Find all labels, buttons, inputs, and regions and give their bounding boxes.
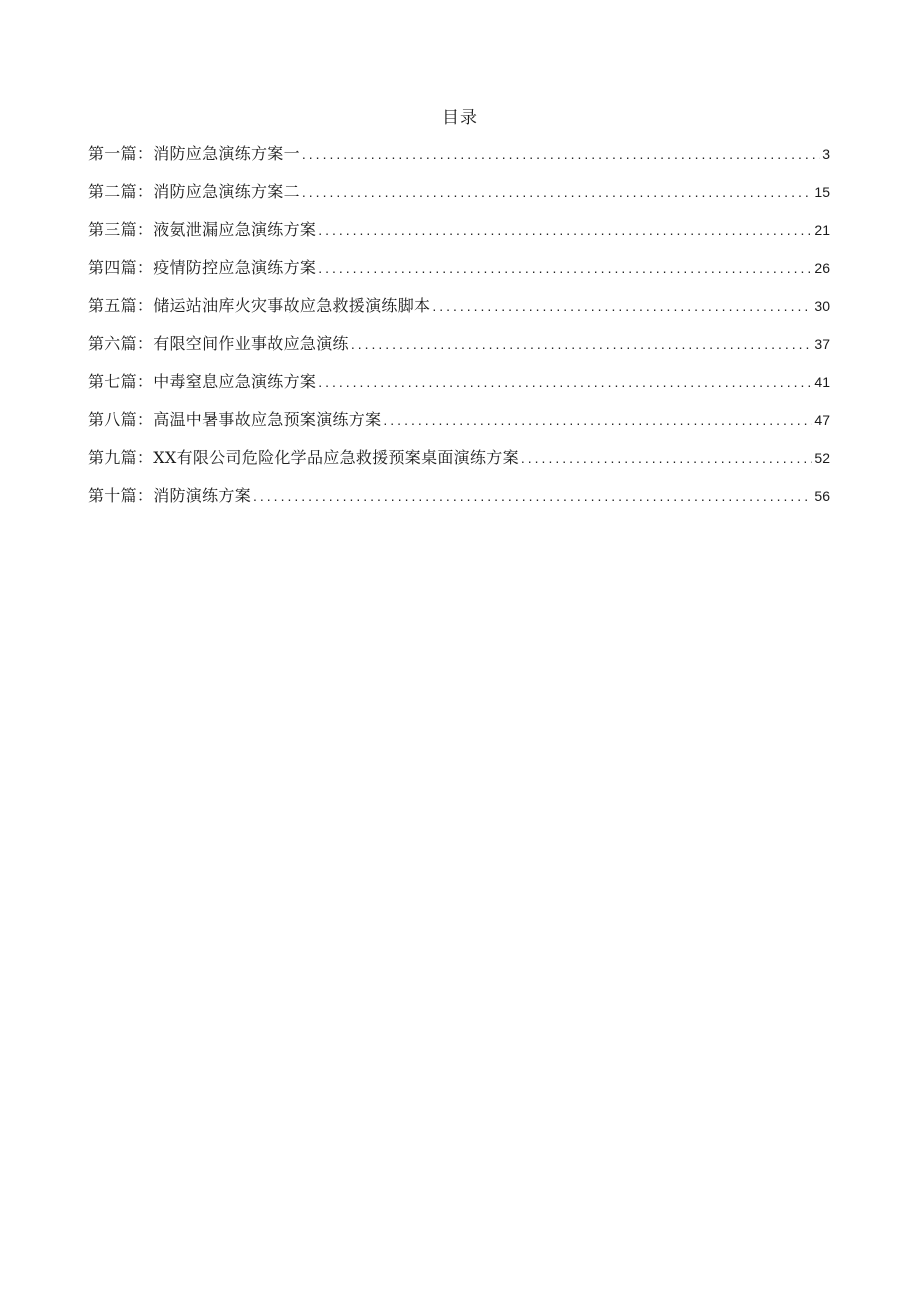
toc-entry-page: 52 bbox=[814, 450, 830, 466]
toc-entry-label: 第三篇：液氨泄漏应急演练方案 bbox=[88, 220, 317, 239]
toc-entry[interactable] bbox=[88, 332, 830, 370]
toc-list bbox=[88, 142, 830, 522]
toc-entry-page: 21 bbox=[814, 222, 830, 238]
toc-entry[interactable] bbox=[88, 484, 830, 522]
toc-entry-label: 第五篇：储运站油库火灾事故应急救援演练脚本 bbox=[88, 296, 431, 315]
toc-leader-dots bbox=[253, 484, 812, 508]
toc-entry-page: 56 bbox=[814, 488, 830, 504]
toc-entry-label: 第八篇：高温中暑事故应急预案演练方案 bbox=[88, 410, 382, 429]
toc-entry[interactable] bbox=[88, 256, 830, 294]
toc-leader-dots bbox=[383, 408, 812, 432]
toc-entry[interactable] bbox=[88, 294, 830, 332]
toc-entry[interactable] bbox=[88, 370, 830, 408]
toc-leader-dots bbox=[318, 256, 812, 280]
toc-entry[interactable] bbox=[88, 446, 830, 484]
toc-entry-label: 第六篇：有限空间作业事故应急演练 bbox=[88, 334, 349, 353]
toc-entry-page: 41 bbox=[814, 374, 830, 390]
toc-entry-page: 37 bbox=[814, 336, 830, 352]
toc-entry[interactable] bbox=[88, 180, 830, 218]
toc-entry-label: 第十篇：消防演练方案 bbox=[88, 486, 252, 505]
toc-leader-dots bbox=[318, 370, 812, 394]
toc-entry[interactable] bbox=[88, 218, 830, 256]
toc-entry-label: 第一篇：消防应急演练方案一 bbox=[88, 144, 300, 163]
toc-entry-label: 第二篇：消防应急演练方案二 bbox=[88, 182, 300, 201]
toc-leader-dots bbox=[351, 332, 813, 356]
toc-entry[interactable] bbox=[88, 408, 830, 446]
toc-entry-label: 第七篇：中毒窒息应急演练方案 bbox=[88, 372, 317, 391]
toc-leader-dots bbox=[302, 142, 820, 166]
toc-entry-page: 15 bbox=[814, 184, 830, 200]
toc-entry[interactable] bbox=[88, 142, 830, 180]
toc-entry-label: 第四篇：疫情防控应急演练方案 bbox=[88, 258, 317, 277]
toc-leader-dots bbox=[521, 446, 813, 470]
toc-leader-dots bbox=[432, 294, 812, 318]
toc-leader-dots bbox=[318, 218, 812, 242]
toc-entry-label: 第九篇：XX有限公司危险化学品应急救援预案桌面演练方案 bbox=[88, 448, 519, 467]
toc-entry-page: 30 bbox=[814, 298, 830, 314]
toc-title: 目录 bbox=[442, 108, 478, 128]
toc-entry-page: 3 bbox=[822, 146, 830, 162]
toc-entry-page: 47 bbox=[814, 412, 830, 428]
toc-entry-page: 26 bbox=[814, 260, 830, 276]
toc-leader-dots bbox=[302, 180, 813, 204]
